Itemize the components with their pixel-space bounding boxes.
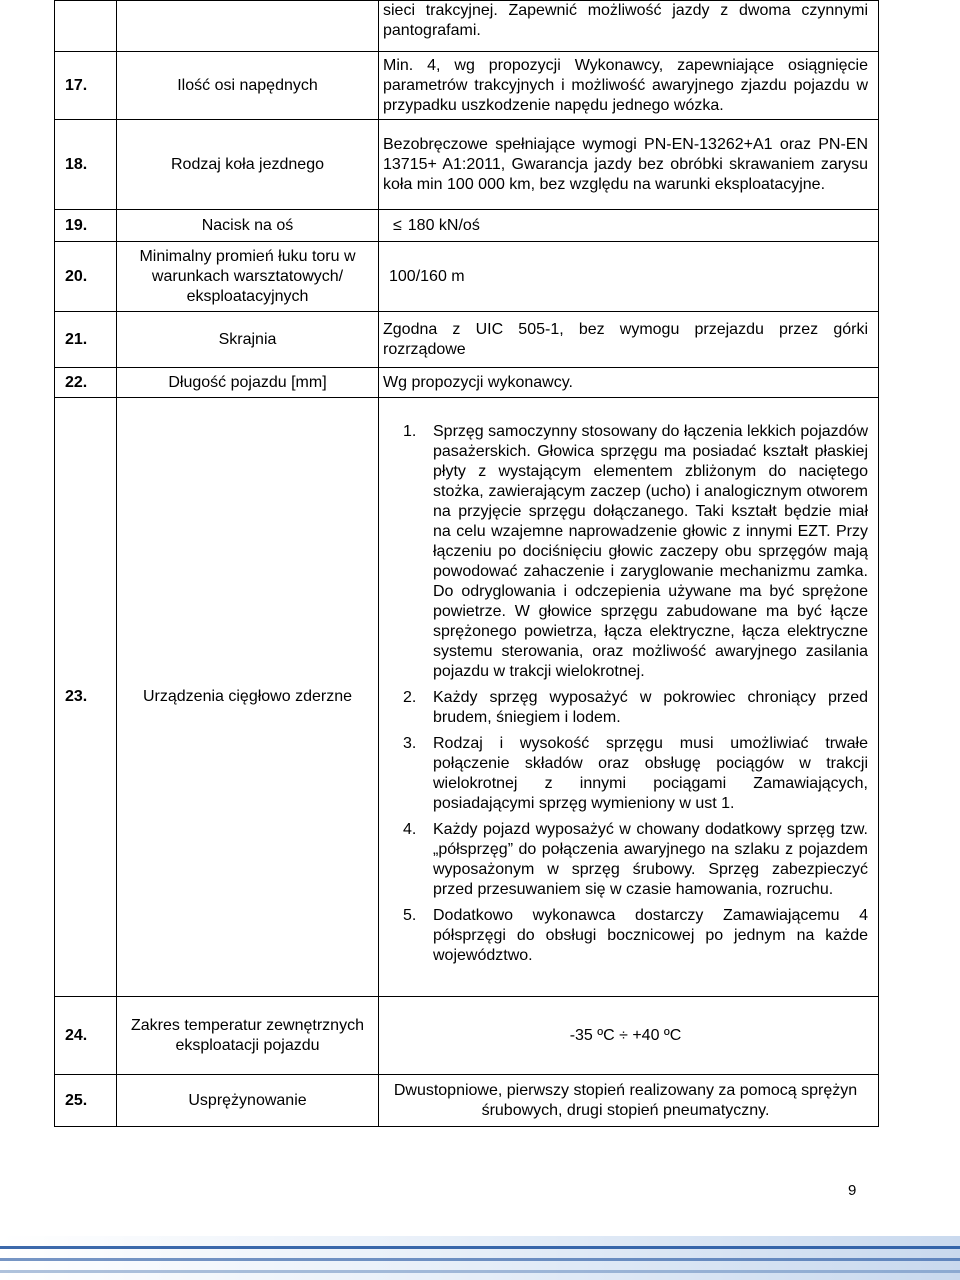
list-item	[403, 734, 868, 814]
page-number: 9	[848, 1182, 857, 1199]
row-number: 22.	[55, 368, 117, 398]
row-number-cell	[55, 1, 117, 52]
table-row-19	[55, 210, 879, 242]
table-row-21	[55, 312, 879, 368]
list-item	[403, 688, 868, 728]
row-label: Urządzenia cięgłowo zderzne	[117, 398, 379, 997]
list-item-number: 2.	[403, 689, 417, 706]
row-label: Ilość osi napędnych	[117, 52, 379, 120]
list-item-number: 3.	[403, 735, 417, 752]
row-number: 20.	[55, 242, 117, 312]
row-value	[379, 210, 879, 242]
row-value: Min. 4, wg propozycji Wykonawcy, zapewniające osiągnięcie parametrów trakcyjnych i możliwość awaryjnego zjazdu pojazdu w przypadku uszkodzenie napędu jednego wózka.	[379, 52, 879, 120]
table-row-20	[55, 242, 879, 312]
row-value: -35 ºC ÷ +40 ºC	[379, 997, 879, 1075]
row-value: Bezobręczowe spełniające wymogi PN-EN-13262+A1 oraz PN-EN 13715+ A1:2011, Gwarancja jazdy bez obróbki skrawaniem zarysu koła min 100 000 km, bez względu na warunki eksploatacyjne.	[379, 120, 879, 210]
list-item-text: Rodzaj i wysokość sprzęgu musi umożliwiać trwałe połączenie składów oraz obsługę pociągów w trakcji wielokrotnej z innymi pociągami Zamawiających, posiadającymi sprzęg wymieniony w ust 1.	[433, 735, 868, 812]
row-value: Zgodna z UIC 505-1, bez wymogu przejazdu przez górki rozrządowe	[379, 312, 879, 368]
table-row-24	[55, 997, 879, 1075]
specification-table	[54, 0, 879, 1127]
list-item-number: 5.	[403, 907, 417, 924]
row-label: Nacisk na oś	[117, 210, 379, 242]
row-label: Rodzaj koła jezdnego	[117, 120, 379, 210]
table-row-23	[55, 398, 879, 997]
row-label: Usprężynowanie	[117, 1075, 379, 1127]
row-label: Długość pojazdu [mm]	[117, 368, 379, 398]
row-value: 100/160 m	[379, 242, 879, 312]
list-item-text: Każdy pojazd wyposażyć w chowany dodatkowy sprzęg tzw. „półsprzęg” do połączenia awaryjnego na szlaku z pojazdem wyposażonym w sprzęg śrubowy. Sprzęg zabezpieczyć przed przesuwaniem się w czasie hamowania, rozruchu.	[433, 821, 868, 898]
table-row-18	[55, 120, 879, 210]
list-item	[403, 820, 868, 900]
list-item	[403, 422, 868, 682]
row-value	[379, 398, 879, 997]
row-number: 19.	[55, 210, 117, 242]
less-or-equal-symbol: ≤	[393, 216, 402, 234]
coupler-requirements-list	[403, 422, 868, 966]
table-row-16-continuation	[55, 1, 879, 52]
row-label: Minimalny promień łuku toru w warunkach warsztatowych/ eksploatacyjnych	[117, 242, 379, 312]
footer-stripe	[0, 1258, 960, 1261]
list-item	[403, 906, 868, 966]
row-value-cell	[379, 1, 879, 52]
list-item-number: 4.	[403, 821, 417, 838]
footer-stripe	[0, 1270, 960, 1273]
footer-decoration	[0, 1236, 960, 1280]
table-row-17	[55, 52, 879, 120]
row-label: Skrajnia	[117, 312, 379, 368]
row-number: 24.	[55, 997, 117, 1075]
list-item-number: 1.	[403, 423, 417, 440]
table-row-22	[55, 368, 879, 398]
table-row-25	[55, 1075, 879, 1127]
list-item-text: Sprzęg samoczynny stosowany do łączenia lekkich pojazdów pasażerskich. Głowica sprzęgu ma posiadać kształt płaskiej płyty z wystającym elementem zbliżonym do naciętego stożka, zawierającym zaczep (ucho) i analogicznym otworem na przyjęcie sprzęgu dołączanego. Taki kształt będzie miał na celu wzajemne naprowadzenie głowic z innymi EZT. Przy łączeniu po dociśnięciu głowic zaczepy obu sprzęgów mają powodować zahaczenie i zaryglowanie mechanizmu zamka. Do odryglowania i odczepienia używane ma być sprężone powietrze. W głowice sprzęgu zabudowane ma być łącze sprężonego powietrza, łącza elektryczne, łącza elektryczne systemu sterowania, oraz możliwość awaryjnego zasilania pojazdu w trakcji wielokrotnej.	[433, 423, 868, 680]
list-item-text: Każdy sprzęg wyposażyć w pokrowiec chroniący przed brudem, śniegiem i lodem.	[433, 689, 868, 726]
row-value: Wg propozycji wykonawcy.	[379, 368, 879, 398]
row-number: 23.	[55, 398, 117, 997]
row-label-cell	[117, 1, 379, 52]
footer-stripe	[0, 1246, 960, 1249]
row-number: 17.	[55, 52, 117, 120]
row-value-text: sieci trakcyjnej. Zapewnić możliwość jazdy z dwoma czynnymi pantografami.	[383, 2, 868, 39]
row-value-text: 180 kN/oś	[407, 216, 480, 234]
list-item-text: Dodatkowo wykonawca dostarczy Zamawiającemu 4 półsprzęgi do obsługi bocznicowej po jednym na każde województwo.	[433, 907, 868, 964]
row-number: 21.	[55, 312, 117, 368]
row-number: 18.	[55, 120, 117, 210]
row-value: Dwustopniowe, pierwszy stopień realizowany za pomocą sprężyn śrubowych, drugi stopień pneumatyczny.	[379, 1075, 879, 1127]
row-label: Zakres temperatur zewnętrznych eksploatacji pojazdu	[117, 997, 379, 1075]
row-number: 25.	[55, 1075, 117, 1127]
